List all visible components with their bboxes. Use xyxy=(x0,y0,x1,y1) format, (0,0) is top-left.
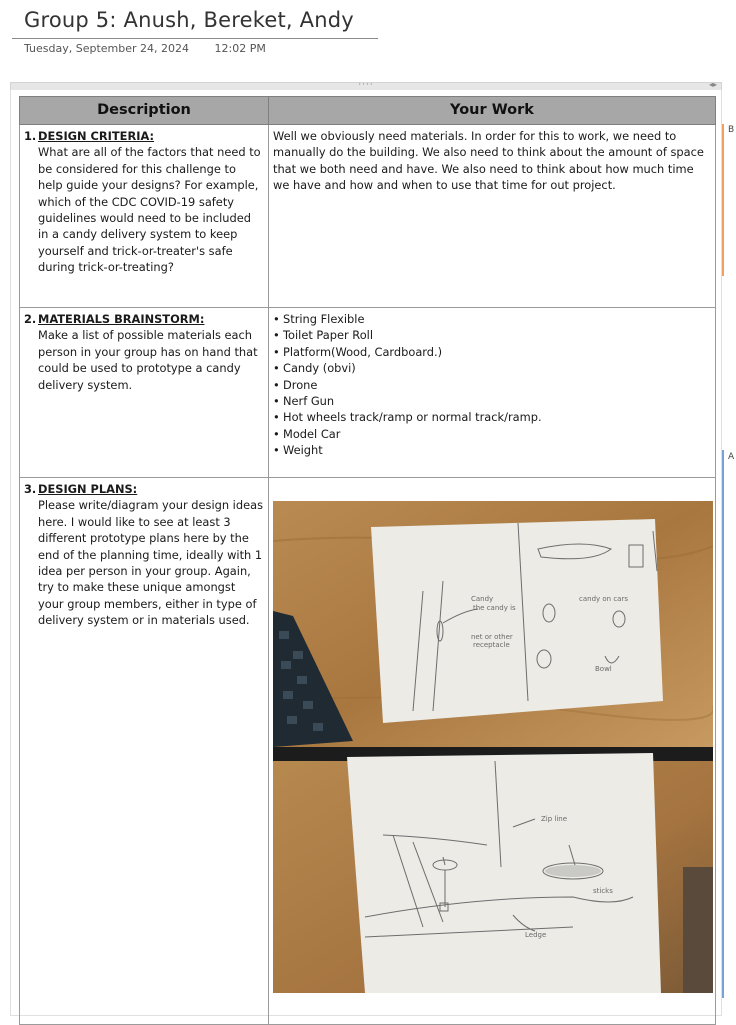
svg-text:Bowl: Bowl xyxy=(595,665,612,673)
description-cell[interactable] xyxy=(20,125,269,308)
list-item[interactable]: • Drone xyxy=(273,377,318,392)
work-cell[interactable] xyxy=(269,125,716,308)
side-tag-bar-a xyxy=(722,450,724,998)
side-tag-bar-b xyxy=(722,124,724,276)
title-rule xyxy=(12,38,378,39)
design-photo[interactable] xyxy=(273,501,713,993)
description-cell[interactable] xyxy=(20,478,269,1025)
materials-list xyxy=(273,311,711,459)
list-item[interactable]: • Nerf Gun xyxy=(273,394,335,409)
work-cell[interactable] xyxy=(269,478,716,1025)
sketch-photo-1[interactable] xyxy=(273,501,713,747)
sketch-photo-2[interactable] xyxy=(273,747,713,993)
section-prompt: Please write/diagram your design ideas here. I would like to see at least 3 different prototype plans here by the end of the planning time, ideally with 1 idea per person in your group. Again, try to make these unique amongst your group members, either in type of delivery system or in materials used. xyxy=(38,498,264,628)
drag-grip-icon[interactable]: ···· xyxy=(358,80,374,90)
section-prompt: Make a list of possible materials each person in your group has on hand that could be used to prototype a candy delivery system. xyxy=(38,328,258,392)
header-description: Description xyxy=(20,97,269,125)
section-title: MATERIALS BRAINSTORM: xyxy=(38,312,205,326)
section-number: 3. xyxy=(24,482,37,496)
list-item[interactable]: • Toilet Paper Roll xyxy=(273,328,373,343)
side-tag-a: A xyxy=(728,452,735,462)
list-item[interactable]: • Candy (obvi) xyxy=(273,361,356,376)
list-item[interactable]: • Platform(Wood, Cardboard.) xyxy=(273,344,443,359)
table-header-row xyxy=(20,97,716,125)
svg-text:Candy: Candy xyxy=(471,595,494,603)
header-your-work: Your Work xyxy=(269,97,716,125)
resize-arrows-icon[interactable]: ◂▸ xyxy=(708,80,717,89)
svg-text:the candy is: the candy is xyxy=(473,604,516,612)
list-item[interactable]: • String Flexible xyxy=(273,312,365,326)
table-row xyxy=(20,308,716,478)
table-row xyxy=(20,478,716,1025)
work-text[interactable]: Well we obviously need materials. In order for this to work, we need to manually do the building. We also need to think about the amount of space that we both need and have. We also need to think about how much time we have and how and when to use that time for out project. xyxy=(273,129,704,193)
list-item[interactable]: • Model Car xyxy=(273,426,341,441)
description-cell[interactable] xyxy=(20,308,269,478)
table-row xyxy=(20,125,716,308)
list-item[interactable]: • Hot wheels track/ramp or normal track/ramp. xyxy=(273,410,542,425)
side-tag-b: B xyxy=(728,125,735,135)
svg-text:Ledge: Ledge xyxy=(525,931,547,939)
svg-text:receptacle: receptacle xyxy=(473,641,510,649)
section-number: 2. xyxy=(24,312,37,326)
list-item[interactable]: • Weight xyxy=(273,443,323,458)
svg-text:net or other: net or other xyxy=(471,633,513,641)
section-number: 1. xyxy=(24,129,37,143)
section-prompt: What are all of the factors that need to be considered for this challenge to help guide your designs? For example, which of the CDC COVID-19 safety guidelines would need to be included in a candy delivery system to keep yourself and trick-or-treater's safe during trick-or-treating? xyxy=(38,145,261,275)
section-title: DESIGN PLANS: xyxy=(38,482,138,496)
page-time: 12:02 PM xyxy=(214,42,266,55)
svg-text:Zip line: Zip line xyxy=(541,815,568,823)
work-cell[interactable] xyxy=(269,308,716,478)
svg-text:candy on cars: candy on cars xyxy=(579,595,628,603)
page-title[interactable]: Group 5: Anush, Bereket, Andy xyxy=(24,8,354,32)
page-timestamp xyxy=(24,42,266,55)
worksheet-table xyxy=(19,96,716,1025)
page-date: Tuesday, September 24, 2024 xyxy=(24,42,190,55)
section-title: DESIGN CRITERIA: xyxy=(38,129,155,143)
svg-text:sticks: sticks xyxy=(593,887,613,895)
